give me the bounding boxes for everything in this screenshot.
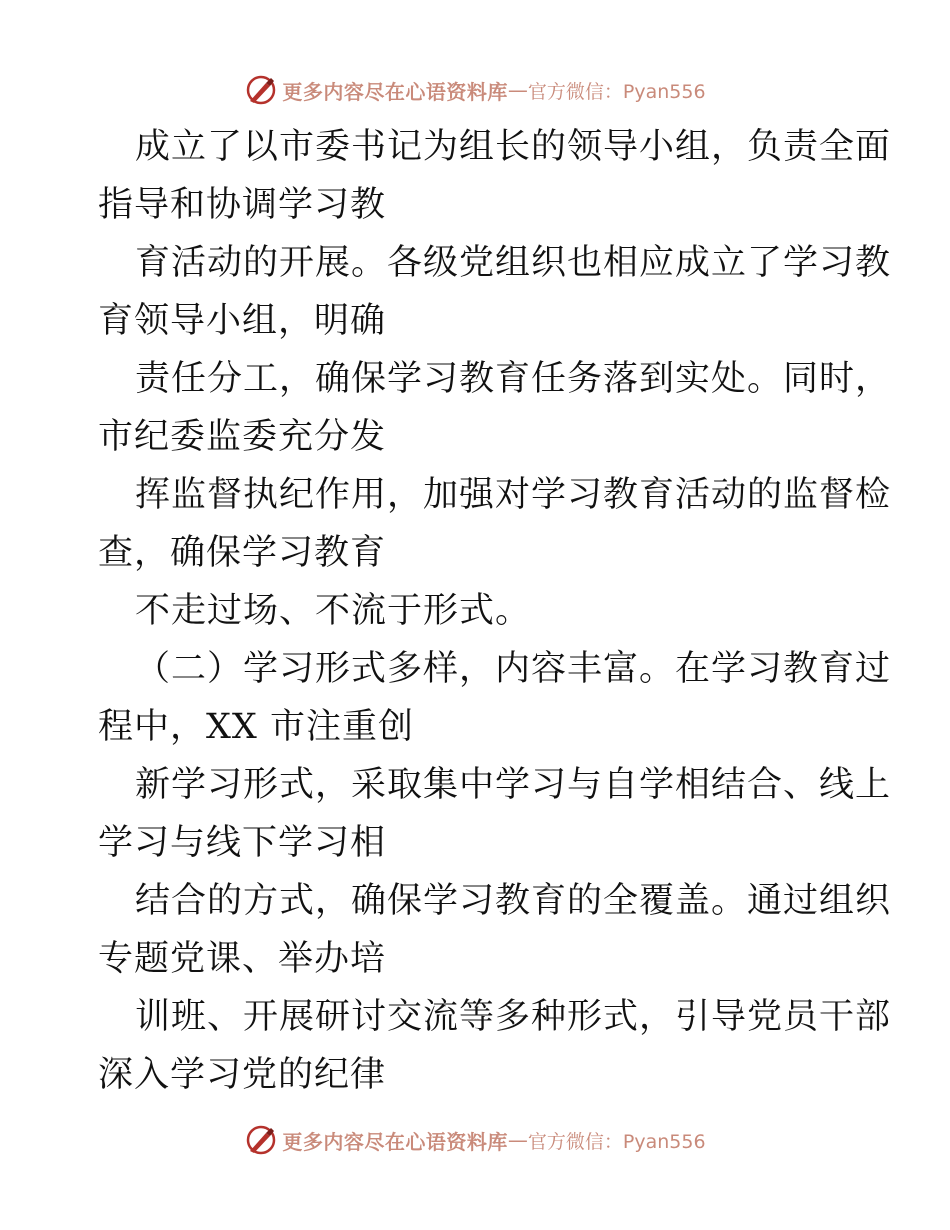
body-line: 深入学习党的纪律 [98, 1055, 387, 1095]
body-line: 学习与线下学习相 [98, 823, 387, 863]
footer-brand: 更多内容尽在心语资料库 [282, 1129, 508, 1154]
body-line: 程中，XX 市注重创 [98, 707, 414, 747]
body-line: 市纪委监委充分发 [98, 417, 387, 457]
body-line: 不走过场、不流于形式。 [135, 591, 532, 631]
body-line: 指导和协调学习教 [98, 185, 387, 225]
body-line: 查，确保学习教育 [98, 533, 387, 573]
footer-watermark [0, 1120, 950, 1160]
body-line: 结合的方式，确保学习教育的全覆盖。通过组织 [135, 881, 892, 921]
body-line: 责任分工，确保学习教育任务落到实处。同时， [135, 359, 892, 399]
pen-logo-icon [244, 1123, 278, 1157]
body-line: 新学习形式，采取集中学习与自学相结合、线上 [135, 765, 892, 805]
body-line: 成立了以市委书记为组长的领导小组，负责全面 [135, 127, 892, 167]
body-line: 育领导小组，明确 [98, 301, 387, 341]
body-line: 育活动的开展。各级党组织也相应成立了学习教 [135, 243, 892, 283]
document-body [98, 118, 892, 1104]
footer-wechat: 官方微信：Pyan556 [527, 1130, 706, 1153]
header-brand: 更多内容尽在心语资料库 [282, 79, 508, 104]
body-line: 专题党课、举办培 [98, 939, 387, 979]
footer-separator: — [507, 1128, 528, 1152]
header-separator: — [507, 78, 528, 102]
body-line: （二）学习形式多样，内容丰富。在学习教育过 [135, 649, 892, 689]
body-line: 训班、开展研讨交流等多种形式，引导党员干部 [135, 997, 892, 1037]
header-wechat: 官方微信：Pyan556 [527, 80, 706, 103]
header-watermark [0, 70, 950, 110]
body-line: 挥监督执纪作用，加强对学习教育活动的监督检 [135, 475, 892, 515]
pen-logo-icon [244, 73, 278, 107]
